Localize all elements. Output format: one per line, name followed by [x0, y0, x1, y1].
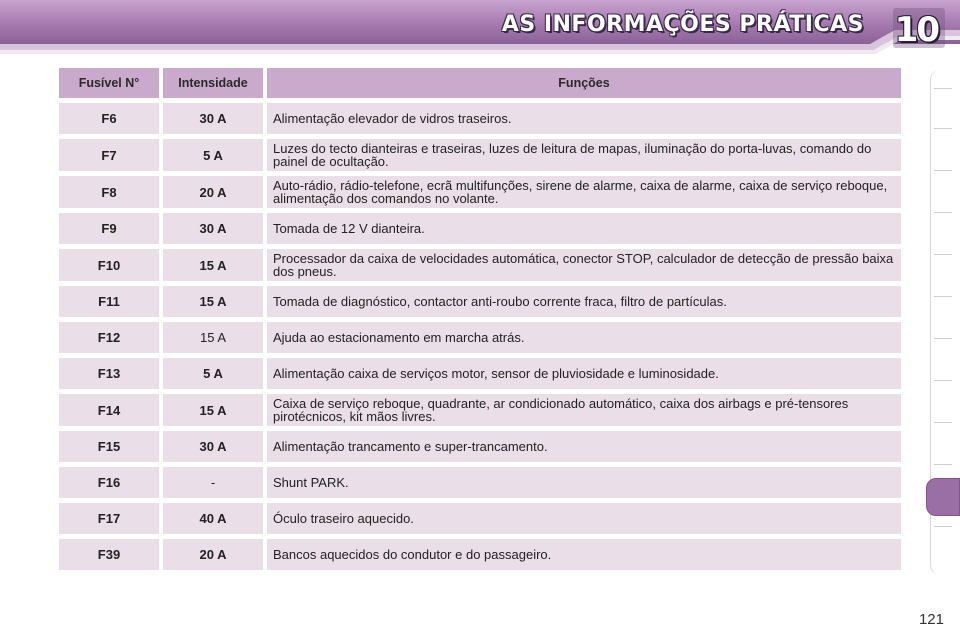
fuse-function: Auto-rádio, rádio-telefone, ecrã multifunções, sirene de alarme, caixa de alarme, caixa de serviço reboque, alimentação dos comandos no volante. [267, 176, 901, 208]
fuse-number: F7 [59, 139, 159, 171]
table-row [59, 249, 901, 281]
fuse-number: F6 [59, 103, 159, 134]
tab-divider [934, 422, 952, 423]
fuse-amperage: 20 A [163, 539, 263, 570]
table-row [59, 394, 901, 426]
fuse-function: Shunt PARK. [267, 467, 901, 498]
fuse-amperage: 20 A [163, 176, 263, 208]
tab-divider [934, 254, 952, 255]
chapter-tabs [924, 60, 960, 580]
table-row [59, 539, 901, 570]
fuse-number: F14 [59, 394, 159, 426]
fuse-amperage: 5 A [163, 358, 263, 389]
fuse-number: F9 [59, 213, 159, 244]
table-row [59, 467, 901, 498]
table-row [59, 176, 901, 208]
chapter-tab-active[interactable] [926, 478, 960, 516]
fuse-number: F13 [59, 358, 159, 389]
fuse-amperage: 5 A [163, 139, 263, 171]
fuse-function: Caixa de serviço reboque, quadrante, ar condicionado automático, caixa dos airbags e pré-tensores pirotécnicos, kit mãos livres. [267, 394, 901, 426]
tab-divider [934, 296, 952, 297]
fuse-number: F10 [59, 249, 159, 281]
fuse-function: Luzes do tecto dianteiras e traseiras, luzes de leitura de mapas, iluminação do porta-luvas, comando do painel de ocultação. [267, 139, 901, 171]
fuse-function: Bancos aquecidos do condutor e do passageiro. [267, 539, 901, 570]
fuse-amperage: 15 A [163, 286, 263, 317]
fuse-amperage: 30 A [163, 431, 263, 462]
fuse-amperage: 30 A [163, 213, 263, 244]
fuse-function: Alimentação caixa de serviços motor, sensor de pluviosidade e luminosidade. [267, 358, 901, 389]
tab-divider [934, 526, 952, 527]
table-row [59, 286, 901, 317]
column-header-fuse: Fusível N° [59, 68, 159, 98]
fuse-number: F17 [59, 503, 159, 534]
fuse-number: F12 [59, 322, 159, 353]
page-header [0, 0, 960, 54]
fuse-amperage: 40 A [163, 503, 263, 534]
fuse-amperage: 15 A [163, 322, 263, 353]
fuse-table [55, 63, 905, 575]
fuse-number: F11 [59, 286, 159, 317]
table-row [59, 103, 901, 134]
tab-divider [934, 128, 952, 129]
tab-divider [934, 88, 952, 89]
tab-divider [934, 212, 952, 213]
fuse-function: Alimentação elevador de vidros traseiros. [267, 103, 901, 134]
column-header-amperage: Intensidade [163, 68, 263, 98]
fuse-number: F39 [59, 539, 159, 570]
fuse-function: Tomada de diagnóstico, contactor anti-roubo corrente fraca, filtro de partículas. [267, 286, 901, 317]
fuse-function: Alimentação trancamento e super-trancamento. [267, 431, 901, 462]
fuse-function: Tomada de 12 V dianteira. [267, 213, 901, 244]
tab-divider [934, 170, 952, 171]
fuse-amperage: 15 A [163, 249, 263, 281]
page-number: 121 [918, 611, 944, 628]
fuse-function: Óculo traseiro aquecido. [267, 503, 901, 534]
fuse-function: Processador da caixa de velocidades automática, conector STOP, calculador de detecção de pressão baixa dos pneus. [267, 249, 901, 281]
tab-divider [934, 338, 952, 339]
fuse-number: F16 [59, 467, 159, 498]
tab-divider [934, 464, 952, 465]
fuse-amperage: - [163, 467, 263, 498]
fuse-amperage: 30 A [163, 103, 263, 134]
section-title: AS INFORMAÇÕES PRÁTICAS [501, 12, 864, 37]
fuse-function: Ajuda ao estacionamento em marcha atrás. [267, 322, 901, 353]
table-row [59, 358, 901, 389]
table-row [59, 431, 901, 462]
table-row [59, 139, 901, 171]
chapter-number: 10 [894, 10, 938, 50]
table-row [59, 213, 901, 244]
column-header-functions: Funções [267, 68, 901, 98]
fuse-number: F15 [59, 431, 159, 462]
table-row [59, 322, 901, 353]
fuse-number: F8 [59, 176, 159, 208]
table-row [59, 503, 901, 534]
tab-divider [934, 380, 952, 381]
fuse-amperage: 15 A [163, 394, 263, 426]
